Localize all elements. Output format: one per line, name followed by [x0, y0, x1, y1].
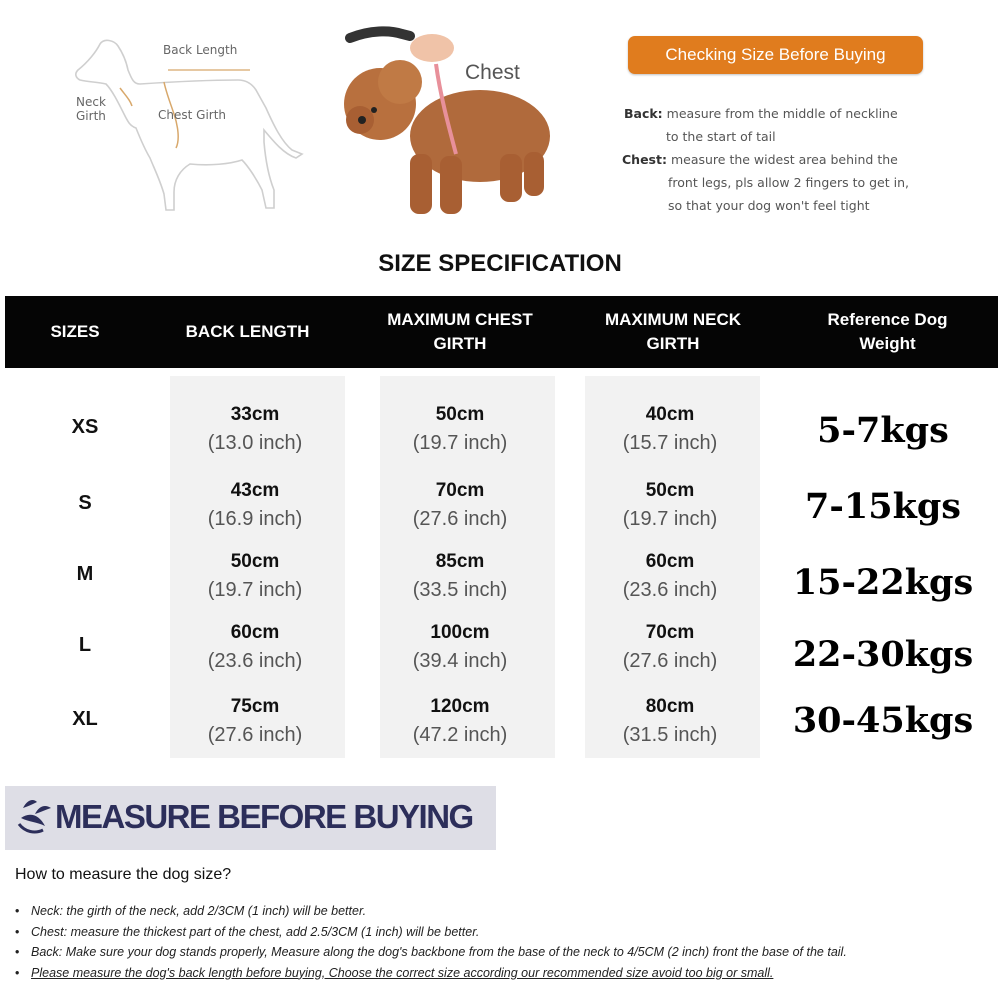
- back-length-label: Back Length: [163, 43, 238, 57]
- chest-girth-cell: [375, 620, 545, 676]
- chest-cm-value: 120cm: [430, 696, 490, 717]
- neck-cm-value: 80cm: [645, 696, 695, 717]
- poodle-icon: [340, 24, 560, 224]
- header-neck-girth-text: MAXIMUM NECK GIRTH: [605, 310, 741, 353]
- neck-cm-value: 40cm: [645, 404, 695, 425]
- neck-girth-cell: [585, 478, 755, 534]
- size-cell: L: [78, 634, 92, 656]
- back-note-line-1: measure from the middle of neckline: [666, 106, 898, 121]
- back-inch-value: (13.0 inch): [207, 432, 303, 454]
- header-weight: [785, 296, 990, 368]
- neck-inch-value: (23.6 inch): [622, 579, 718, 601]
- back-cm-value: 33cm: [230, 404, 280, 425]
- weight-cell: 5-7kgs: [817, 410, 949, 451]
- neck-label-line: Neck: [76, 95, 106, 109]
- neck-cm-value: 70cm: [645, 622, 695, 643]
- back-cm-value: 75cm: [230, 696, 280, 717]
- chest-note-label: Chest:: [622, 152, 667, 167]
- chest-cm-value: 70cm: [435, 480, 485, 501]
- back-length-cell: [170, 478, 340, 534]
- instruction-note-text: Please measure the dog's back length before buying, Choose the correct size according our recommended size avoid too big or small.: [31, 965, 774, 980]
- chest-cm-value: 50cm: [435, 404, 485, 425]
- instruction-back-text: Back: Make sure your dog stands properly, Measure along the dog's backbone from the base of the neck to 4/5CM (2 inch) front the base of the tail.: [31, 945, 847, 959]
- back-note-label: Back:: [624, 106, 663, 121]
- instruction-neck-text: Neck: the girth of the neck, add 2/3CM (1 inch) will be better.: [31, 904, 367, 918]
- header-neck-girth: [573, 296, 773, 368]
- chest-inch-value: (27.6 inch): [412, 508, 508, 530]
- dog-outline-icon: [70, 30, 310, 225]
- header-weight-text: Reference Dog Weight: [827, 310, 948, 353]
- chest-inch-value: (19.7 inch): [412, 432, 508, 454]
- neck-inch-value: (19.7 inch): [622, 508, 718, 530]
- chest-photo-label: Chest: [465, 61, 520, 84]
- size-cell: XL: [72, 708, 98, 730]
- chest-cm-value: 85cm: [435, 551, 485, 572]
- back-length-cell: [170, 620, 340, 676]
- neck-girth-cell: [585, 620, 755, 676]
- chest-girth-cell: [375, 402, 545, 458]
- neck-inch-value: (31.5 inch): [622, 724, 718, 746]
- back-length-cell: [170, 549, 340, 605]
- bullet-icon: •: [15, 945, 20, 959]
- chest-inch-value: (33.5 inch): [412, 579, 508, 601]
- weight-cell: 22-30kgs: [792, 634, 974, 675]
- back-inch-value: (16.9 inch): [207, 508, 303, 530]
- weight-cell: 15-22kgs: [792, 562, 974, 603]
- weight-cell: 7-15kgs: [804, 486, 961, 527]
- chest-cm-value: 100cm: [430, 622, 490, 643]
- back-cm-value: 60cm: [230, 622, 280, 643]
- dog-outline-diagram: [70, 30, 310, 225]
- instruction-chest: [15, 922, 1000, 943]
- chest-note-line-3: so that your dog won't feel tight: [668, 198, 870, 213]
- neck-inch-value: (27.6 inch): [622, 650, 718, 672]
- neck-cm-value: 60cm: [645, 551, 695, 572]
- size-cell: XS: [71, 416, 99, 438]
- size-cell: M: [76, 563, 94, 585]
- back-note-line-2: to the start of tail: [666, 129, 776, 144]
- instruction-note: [15, 963, 1000, 984]
- neck-cm-value: 50cm: [645, 480, 695, 501]
- header-back-length: [145, 296, 350, 368]
- how-to-measure-title: How to measure the dog size?: [15, 866, 232, 883]
- back-inch-value: (23.6 inch): [207, 650, 303, 672]
- back-length-cell: [170, 694, 340, 750]
- poodle-photo: [340, 24, 560, 224]
- girth-label-line: Girth: [76, 109, 106, 123]
- chest-note: [622, 148, 909, 217]
- neck-inch-value: (15.7 inch): [622, 432, 718, 454]
- neck-girth-label: [76, 95, 106, 123]
- bullet-icon: •: [15, 965, 20, 980]
- chest-note-line-2: front legs, pls allow 2 fingers to get in,: [668, 175, 909, 190]
- chest-inch-value: (39.4 inch): [412, 650, 508, 672]
- neck-girth-cell: [585, 694, 755, 750]
- measure-instructions: [15, 901, 1000, 983]
- size-specification-title: SIZE SPECIFICATION: [378, 250, 622, 277]
- checking-size-banner: Checking Size Before Buying: [628, 36, 923, 74]
- back-cm-value: 50cm: [230, 551, 280, 572]
- header-chest-girth: [360, 296, 560, 368]
- header-sizes: [5, 296, 145, 368]
- back-length-cell: [170, 402, 340, 458]
- chest-inch-value: (47.2 inch): [412, 724, 508, 746]
- bullet-icon: •: [15, 924, 20, 939]
- instruction-neck: [15, 901, 1000, 922]
- instruction-back: [15, 942, 1000, 963]
- chest-girth-label: Chest Girth: [158, 108, 227, 122]
- weight-cell: 30-45kgs: [792, 700, 974, 741]
- header-sizes-text: SIZES: [50, 322, 100, 341]
- chest-girth-cell: [375, 478, 545, 534]
- back-inch-value: (27.6 inch): [207, 724, 303, 746]
- header-back-length-text: BACK LENGTH: [185, 322, 310, 341]
- size-table-header: [5, 296, 998, 368]
- chest-girth-cell: [375, 549, 545, 605]
- paw-swoosh-icon: [15, 794, 55, 842]
- back-cm-value: 43cm: [230, 480, 280, 501]
- measure-banner: [5, 786, 496, 850]
- header-chest-girth-text: MAXIMUM CHEST GIRTH: [387, 310, 533, 353]
- back-inch-value: (19.7 inch): [207, 579, 303, 601]
- size-cell: S: [78, 492, 92, 514]
- chest-girth-cell: [375, 694, 545, 750]
- instruction-chest-text: Chest: measure the thickest part of the chest, add 2.5/3CM (1 inch) will be better.: [31, 924, 480, 939]
- chest-note-line-1: measure the widest area behind the: [670, 152, 898, 167]
- bullet-icon: •: [15, 904, 20, 918]
- measure-banner-text: MEASURE BEFORE BUYING: [55, 798, 473, 835]
- neck-girth-cell: [585, 549, 755, 605]
- back-note: [624, 102, 898, 148]
- neck-girth-cell: [585, 402, 755, 458]
